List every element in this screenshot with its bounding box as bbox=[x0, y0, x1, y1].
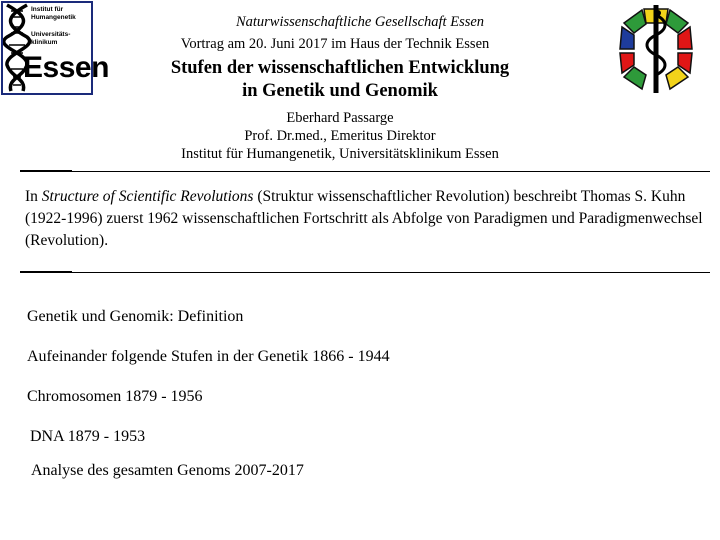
lecture-info: Vortrag am 20. Juni 2017 im Haus der Technik Essen bbox=[180, 36, 490, 52]
topic-item: Analyse des gesamten Genoms 2007-2017 bbox=[31, 462, 304, 479]
logo-text-line: Humangenetik bbox=[31, 14, 76, 21]
intro-paragraph bbox=[25, 186, 705, 252]
intro-prefix: In bbox=[25, 188, 42, 205]
medical-emblem bbox=[614, 3, 698, 95]
logo-city: Essen bbox=[23, 51, 109, 84]
author-institution: Institut für Humangenetik, Universitätsklinikum Essen bbox=[181, 146, 499, 162]
divider bbox=[20, 171, 710, 172]
topic-item: DNA 1879 - 1953 bbox=[30, 428, 146, 445]
book-title: Structure of Scientific Revolutions bbox=[41, 188, 254, 205]
logo-text-line: Universitäts- bbox=[31, 31, 71, 38]
slide-title-line-1: Stufen der wissenschaftlichen Entwicklung bbox=[170, 58, 510, 78]
divider-accent bbox=[20, 271, 72, 273]
author-name: Eberhard Passarge bbox=[286, 110, 394, 126]
logo-text-line: Institut für bbox=[31, 6, 64, 13]
society-name: Naturwissenschaftliche Gesellschaft Essen bbox=[235, 14, 485, 30]
author-title: Prof. Dr.med., Emeritus Direktor bbox=[244, 128, 436, 144]
divider-accent bbox=[20, 170, 72, 172]
intro-text: (Struktur wissenschaftlicher Revolution) beschreibt Thomas S. Kuhn (1922-1996) zuerst 1962 wissenschaftlichen Fortschritt als Abfolge von Paradigmen und Paradigmenwechsel (Revolution). bbox=[25, 188, 703, 249]
institute-logo bbox=[1, 1, 109, 95]
staff-of-asclepius-icon bbox=[614, 3, 698, 95]
divider bbox=[20, 272, 710, 273]
topic-item: Genetik und Genomik: Definition bbox=[27, 308, 244, 325]
topic-item: Chromosomen 1879 - 1956 bbox=[27, 388, 203, 405]
topic-item: Aufeinander folgende Stufen in der Genetik 1866 - 1944 bbox=[27, 348, 390, 365]
logo-text-line: klinikum bbox=[31, 39, 58, 46]
slide-title-line-2: in Genetik und Genomik bbox=[242, 81, 438, 101]
